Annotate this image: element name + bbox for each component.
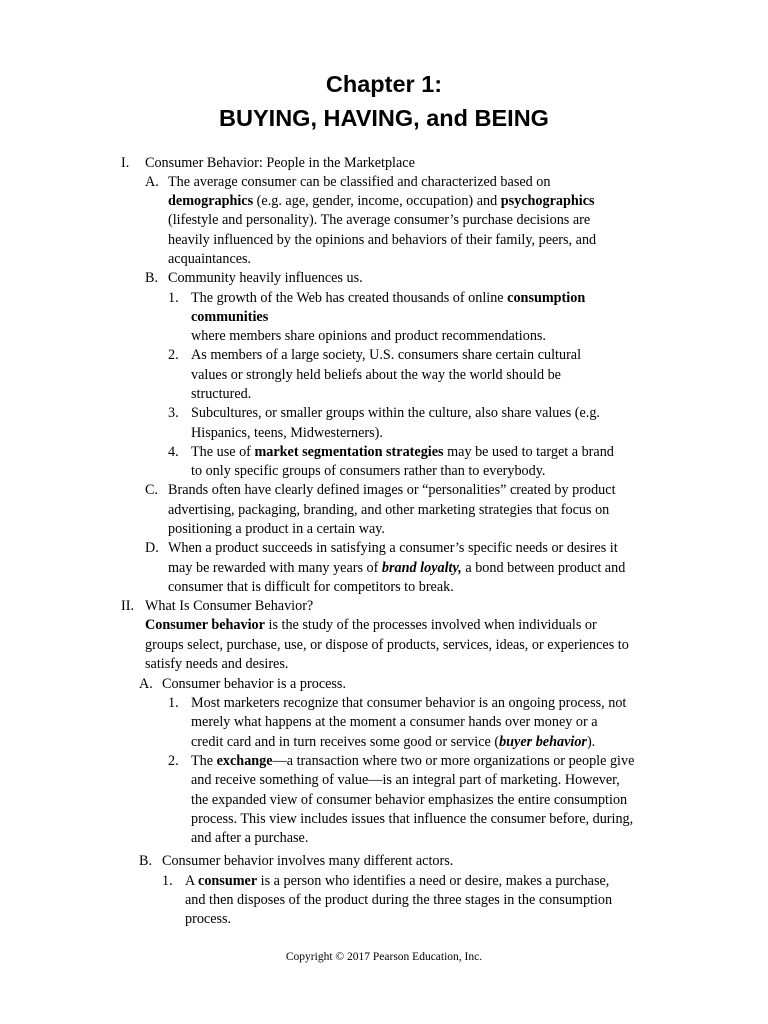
outline-text: Most marketers recognize that consumer behavior is an ongoing process, not: [191, 695, 627, 711]
outline-text: Consumer behavior involves many different actors.: [162, 853, 454, 869]
outline-num: 2.: [168, 347, 179, 363]
definition-paragraph: Consumer behavior is the study of the processes involved when individuals or: [145, 617, 597, 633]
outline-text: The use of market segmentation strategies may be used to target a brand: [191, 444, 614, 460]
outline-text: communities: [191, 309, 269, 325]
outline-text: positioning a product in a certain way.: [168, 521, 385, 537]
outline-num: 1.: [168, 290, 179, 306]
outline-num: I.: [121, 155, 130, 171]
outline-text: consumer that is difficult for competitors to break.: [168, 579, 454, 595]
outline-text: and then disposes of the product during the three stages in the consumption: [185, 892, 613, 908]
outline-text: acquaintances.: [168, 251, 252, 267]
definition-paragraph: groups select, purchase, use, or dispose of products, services, ideas, or experiences to: [145, 637, 629, 653]
outline-text: structured.: [191, 386, 252, 402]
outline-text: Hispanics, teens, Midwesterners).: [191, 425, 383, 441]
outline-num: A.: [139, 676, 153, 692]
outline-text: Community heavily influences us.: [168, 270, 363, 286]
outline-text: A consumer is a person who identifies a need or desire, makes a purchase,: [185, 873, 610, 889]
outline-text: the expanded view of consumer behavior emphasizes the entire consumption: [191, 792, 628, 808]
section-heading: Consumer Behavior: People in the Marketplace: [145, 155, 415, 171]
outline-text: Consumer behavior is a process.: [162, 676, 347, 692]
outline-text: The growth of the Web has created thousands of online consumption: [191, 290, 586, 306]
outline-num: 2.: [168, 753, 179, 769]
outline-text: As members of a large society, U.S. consumers share certain cultural: [191, 347, 582, 363]
outline-text: demographics (e.g. age, gender, income, occupation) and psychographics: [168, 193, 595, 209]
outline-num: II.: [121, 598, 134, 614]
copyright-footer: Copyright © 2017 Pearson Education, Inc.: [285, 951, 483, 963]
chapter-title: BUYING, HAVING, and BEING: [219, 105, 549, 131]
outline-text: (lifestyle and personality). The average consumer’s purchase decisions are: [168, 212, 591, 228]
outline-num: 4.: [168, 444, 179, 460]
outline-text: merely what happens at the moment a consumer hands over money or a: [191, 714, 598, 730]
outline-num: B.: [139, 853, 153, 869]
definition-paragraph: satisfy needs and desires.: [145, 656, 289, 672]
outline-text: Subcultures, or smaller groups within the culture, also share values (e.g.: [191, 405, 600, 421]
outline-num: 1.: [162, 873, 173, 889]
outline-text: values or strongly held beliefs about the way the world should be: [191, 367, 561, 383]
outline-text: heavily influenced by the opinions and behaviors of their family, peers, and: [168, 232, 597, 248]
outline-text: where members share opinions and product recommendations.: [191, 328, 546, 344]
outline-text: to only specific groups of consumers rather than to everybody.: [191, 463, 546, 479]
outline-text: process. This view includes issues that influence the consumer before, during,: [191, 811, 634, 827]
outline-text: and after a purchase.: [191, 830, 309, 846]
outline-text: credit card and in turn receives some good or service (buyer behavior).: [191, 734, 596, 750]
outline-num: 3.: [168, 405, 179, 421]
outline-text: process.: [185, 911, 232, 927]
outline-text: and receive something of value—is an integral part of marketing. However,: [191, 772, 620, 788]
section-heading: What Is Consumer Behavior?: [145, 598, 314, 614]
outline-num: A.: [145, 174, 159, 190]
outline-text: Brands often have clearly defined images or “personalities” created by product: [168, 482, 616, 498]
outline-text: The exchange—a transaction where two or more organizations or people give: [191, 753, 635, 769]
outline-num: B.: [145, 270, 159, 286]
outline-num: D.: [145, 540, 159, 556]
outline-text: The average consumer can be classified and characterized based on: [168, 174, 551, 190]
outline-num: 1.: [168, 695, 179, 711]
chapter-number: Chapter 1:: [325, 71, 443, 97]
outline-text: advertising, packaging, branding, and other marketing strategies that focus on: [168, 502, 610, 518]
outline-text: When a product succeeds in satisfying a consumer’s specific needs or desires it: [168, 540, 618, 556]
outline-text: may be rewarded with many years of brand loyalty, a bond between product and: [168, 560, 626, 576]
outline-num: C.: [145, 482, 159, 498]
